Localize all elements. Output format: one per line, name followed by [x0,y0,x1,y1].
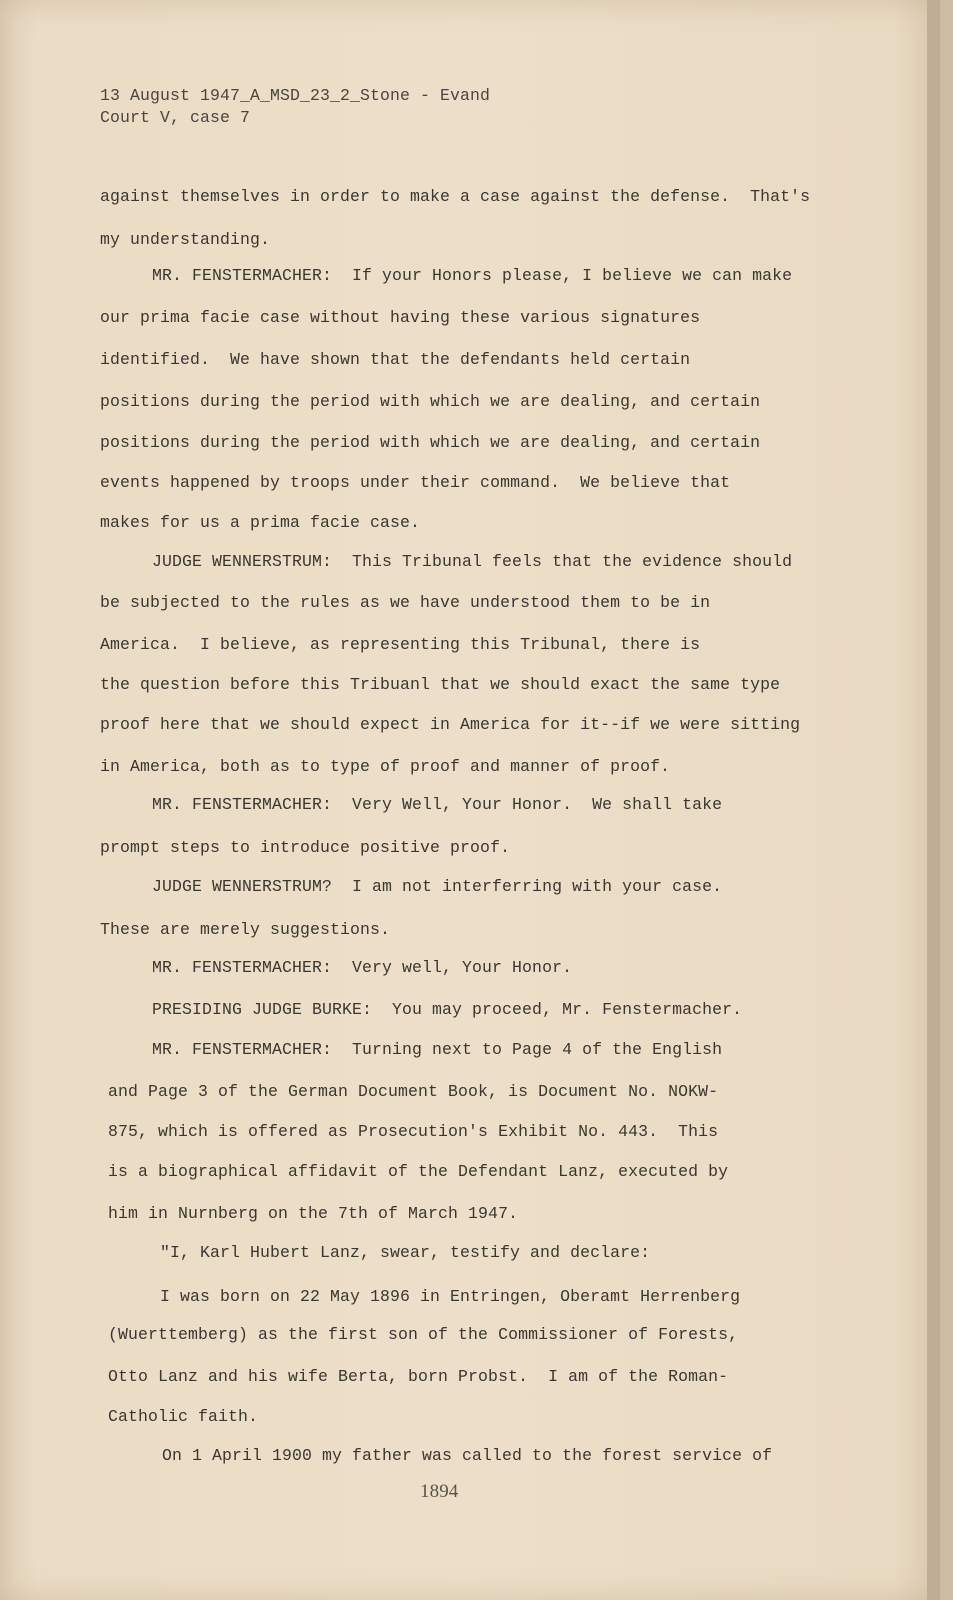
body-line: positions during the period with which we are dealing, and certain [100,392,761,411]
body-line: in America, both as to type of proof and manner of proof. [100,757,671,776]
scan-edge [927,0,940,1600]
body-line: the question before this Tribuanl that we should exact the same type [100,675,781,694]
header-line-1: 13 August 1947_A_MSD_23_2_Stone - Evand [100,86,491,105]
body-line: MR. FENSTERMACHER: Very Well, Your Honor. We shall take [152,795,723,814]
body-line: Catholic faith. [108,1407,259,1426]
body-line: is a biographical affidavit of the Defendant Lanz, executed by [108,1162,729,1181]
body-line: our prima facie case without having these various signatures [100,308,701,327]
body-line: MR. FENSTERMACHER: Turning next to Page 4 of the English [152,1040,723,1059]
body-line: 875, which is offered as Prosecution's Exhibit No. 443. This [108,1122,719,1141]
body-line: be subjected to the rules as we have understood them to be in [100,593,711,612]
body-line: against themselves in order to make a case against the defense. That's [100,187,811,206]
body-line: him in Nurnberg on the 7th of March 1947. [108,1204,519,1223]
body-line: I was born on 22 May 1896 in Entringen, Oberamt Herrenberg [160,1287,741,1306]
body-line: makes for us a prima facie case. [100,513,421,532]
body-line: events happened by troops under their command. We believe that [100,473,731,492]
body-line: MR. FENSTERMACHER: Very well, Your Honor. [152,958,573,977]
body-line: MR. FENSTERMACHER: If your Honors please, I believe we can make [152,266,793,285]
body-line: Otto Lanz and his wife Berta, born Probst. I am of the Roman- [108,1367,729,1386]
body-line: "I, Karl Hubert Lanz, swear, testify and declare: [160,1243,651,1262]
body-line: JUDGE WENNERSTRUM: This Tribunal feels that the evidence should [152,552,793,571]
body-line: JUDGE WENNERSTRUM? I am not interferring with your case. [152,877,723,896]
body-line: prompt steps to introduce positive proof. [100,838,511,857]
body-line: proof here that we should expect in America for it--if we were sitting [100,715,801,734]
body-line: America. I believe, as representing this Tribunal, there is [100,635,701,654]
body-line: positions during the period with which we are dealing, and certain [100,433,761,452]
body-line: PRESIDING JUDGE BURKE: You may proceed, Mr. Fenstermacher. [152,1000,743,1019]
header-line-2: Court V, case 7 [100,108,251,127]
body-line: These are merely suggestions. [100,920,391,939]
body-line: (Wuerttemberg) as the first son of the Commissioner of Forests, [108,1325,739,1344]
body-line: and Page 3 of the German Document Book, is Document No. NOKW- [108,1082,719,1101]
body-line: identified. We have shown that the defendants held certain [100,350,691,369]
body-line: my understanding. [100,230,271,249]
body-line: On 1 April 1900 my father was called to the forest service of [162,1446,773,1465]
page-number: 1894 [420,1481,459,1502]
